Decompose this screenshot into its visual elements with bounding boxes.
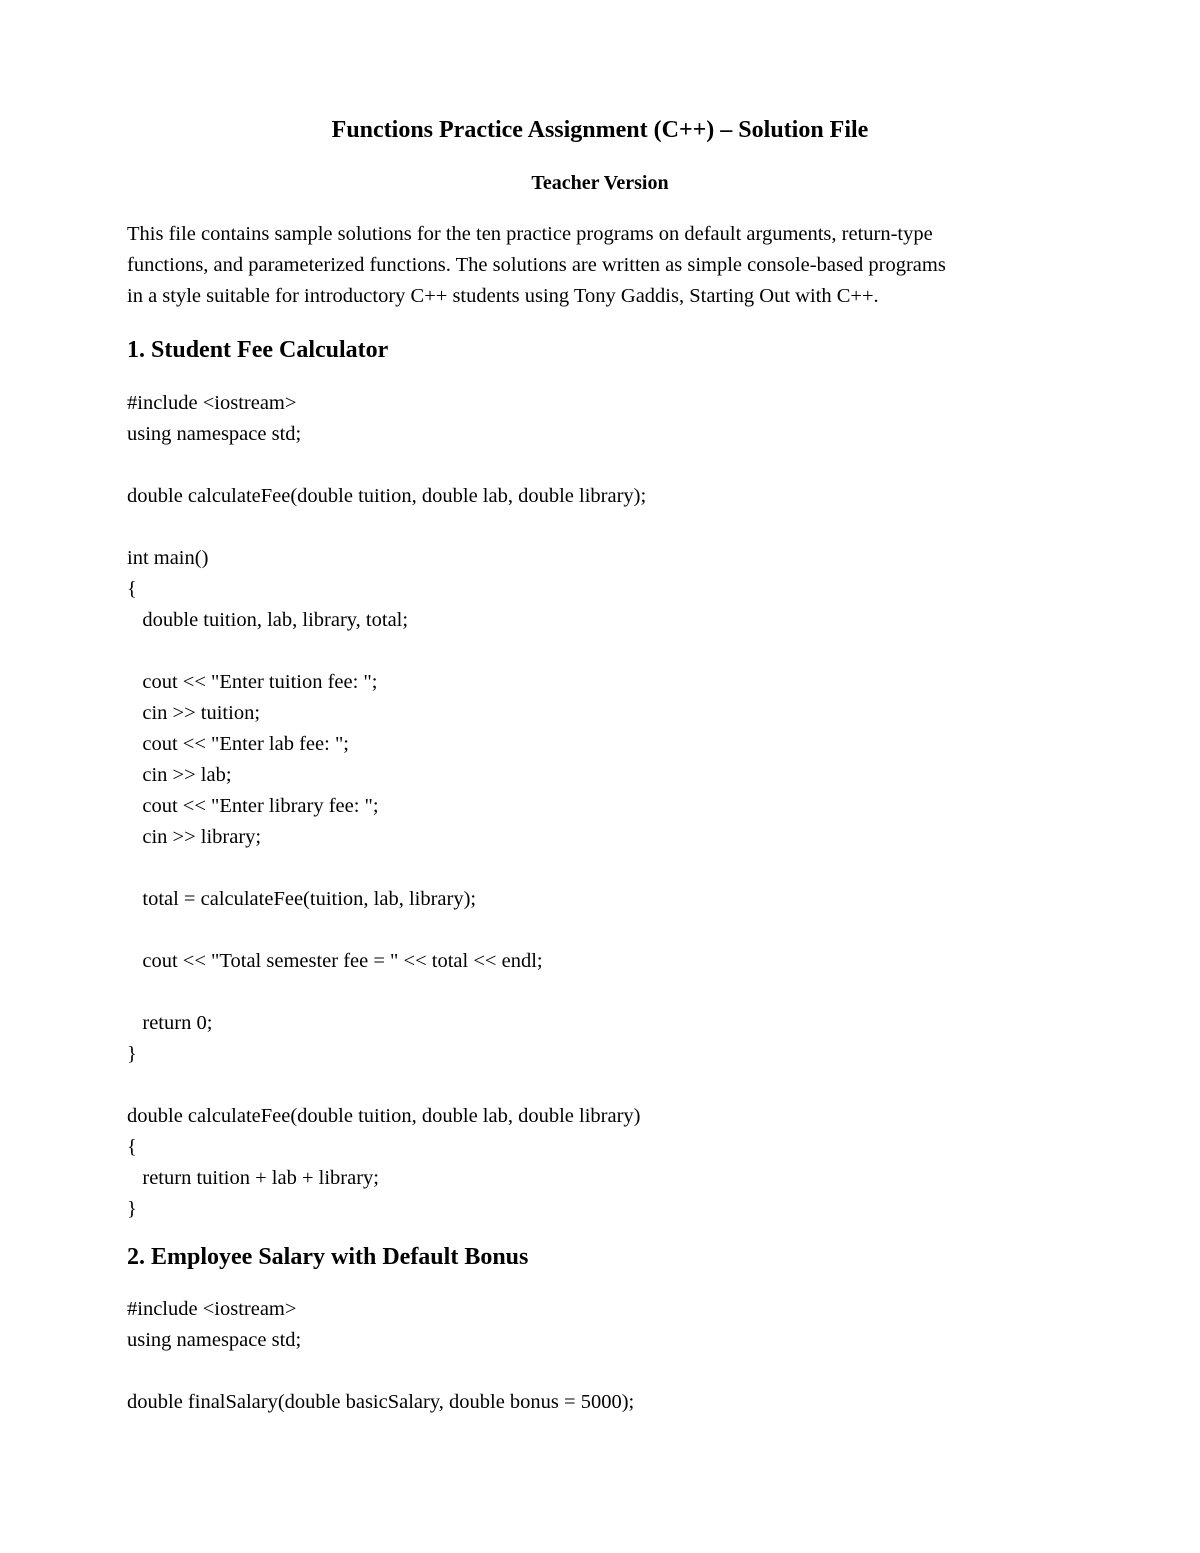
code-line: cout << "Enter lab fee: "; (127, 733, 350, 755)
code-line: #include <iostream> (127, 392, 297, 414)
code-line: double calculateFee(double tuition, double lab, double library); (127, 485, 647, 507)
code-line: cin >> lab; (127, 764, 232, 786)
intro-line: functions, and parameterized functions. The solutions are written as simple console-based programs (127, 254, 946, 276)
code-line: total = calculateFee(tuition, lab, library); (127, 888, 477, 910)
code-line: double tuition, lab, library, total; (127, 609, 409, 631)
code-line: cout << "Enter library fee: "; (127, 795, 379, 817)
document-title: Functions Practice Assignment (C++) – Solution File (331, 117, 869, 143)
code-line: { (127, 1136, 137, 1158)
code-line: int main() (127, 547, 209, 569)
code-line (127, 853, 1087, 884)
intro-line: in a style suitable for introductory C++ students using Tony Gaddis, Starting Out with C++. (127, 285, 879, 307)
code-line: cin >> tuition; (127, 702, 261, 724)
intro-line: This file contains sample solutions for the ten practice programs on default arguments, return-type (127, 223, 933, 245)
code-line: #include <iostream> (127, 1298, 297, 1320)
code-line: using namespace std; (127, 423, 302, 445)
code-line (127, 450, 1087, 481)
code-line (127, 1070, 1087, 1101)
code-line (127, 1356, 1087, 1387)
code-line: cout << "Enter tuition fee: "; (127, 671, 378, 693)
code-line: } (127, 1198, 137, 1220)
code-line: return tuition + lab + library; (127, 1167, 379, 1189)
section-heading-2: 2. Employee Salary with Default Bonus (127, 1244, 529, 1270)
code-line: } (127, 1043, 137, 1065)
code-line: return 0; (127, 1012, 213, 1034)
code-line: using namespace std; (127, 1329, 302, 1351)
code-line (127, 636, 1087, 667)
section-heading-1: 1. Student Fee Calculator (127, 337, 389, 363)
code-line: { (127, 578, 137, 600)
intro-paragraph (127, 219, 1087, 312)
code-block-2 (127, 1294, 1087, 1418)
code-line: double calculateFee(double tuition, double lab, double library) (127, 1105, 641, 1127)
code-line (127, 915, 1087, 946)
code-line: double finalSalary(double basicSalary, double bonus = 5000); (127, 1391, 635, 1413)
code-line: cin >> library; (127, 826, 262, 848)
code-block-1 (127, 388, 1087, 1225)
code-line (127, 512, 1087, 543)
document-subtitle: Teacher Version (531, 172, 669, 194)
code-line (127, 977, 1087, 1008)
code-line: cout << "Total semester fee = " << total << endl; (127, 950, 543, 972)
